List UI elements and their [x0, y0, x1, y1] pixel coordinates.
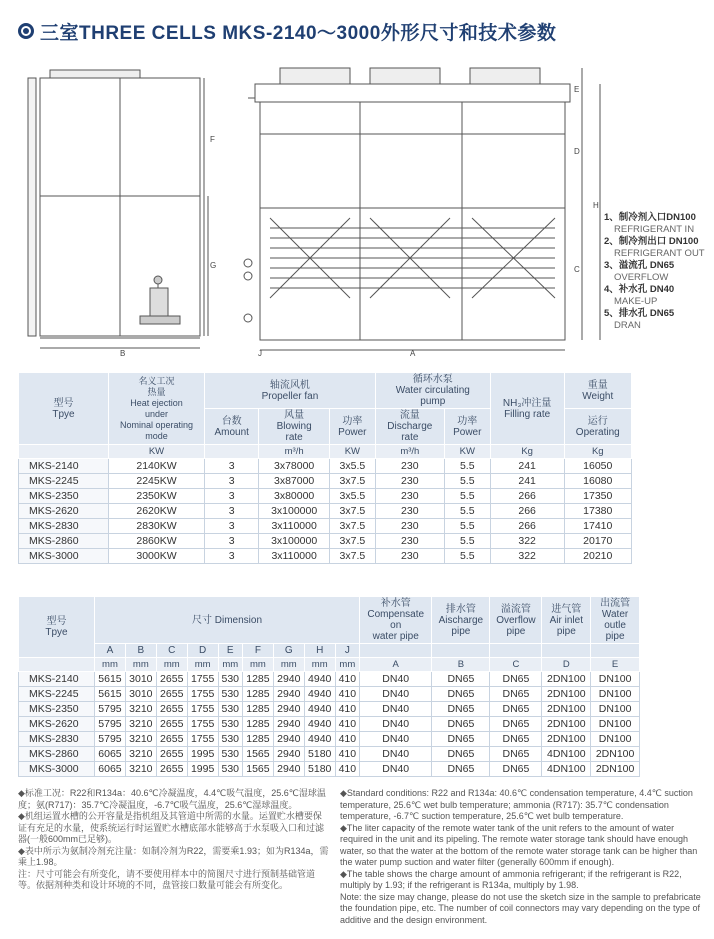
col-heat-ejection: 名义工况 热量 Heat ejection under Nominal operating mode [109, 373, 205, 445]
table-cell: 1755 [187, 702, 218, 717]
table-row [19, 474, 632, 489]
dim-label-h: H [593, 201, 599, 210]
dim-letter: F [242, 644, 273, 658]
unit-cell: D [542, 658, 591, 672]
table-cell: 2940 [273, 672, 304, 687]
legend-item: 1、制冷剂入口DN100 REFRIGERANT IN [604, 212, 696, 235]
table-cell: 2DN100 [591, 762, 640, 777]
table-cell: 1995 [187, 747, 218, 762]
table-cell: 3 [205, 474, 259, 489]
table-cell: DN100 [591, 717, 640, 732]
table-cell: 2DN100 [542, 687, 591, 702]
table-cell: 2350KW [109, 489, 205, 504]
model-cell: MKS-2350 [19, 489, 109, 504]
unit-cell: mm [156, 658, 187, 672]
table-cell: 16050 [564, 459, 631, 474]
table-cell: 16080 [564, 474, 631, 489]
table-cell: 530 [218, 747, 242, 762]
dim-label-a: A [410, 349, 416, 358]
unit-cell: KW [444, 445, 490, 459]
front-view-drawing [28, 70, 208, 348]
model-cell: MKS-2860 [19, 747, 95, 762]
dim-label-e: E [574, 85, 580, 94]
unit-cell: E [591, 658, 640, 672]
dim-letter: B [125, 644, 156, 658]
model-cell: MKS-2620 [19, 504, 109, 519]
table-cell: 530 [218, 672, 242, 687]
table-cell: 410 [335, 762, 359, 777]
col-fan-amount: 台数 Amount [205, 409, 259, 445]
table-cell: 2940 [273, 702, 304, 717]
table-cell: 241 [490, 474, 564, 489]
note-paragraph: ◆The liter capacity of the remote water tank of the unit refers to the amount of water required in the unit and its pipeling. The remote water storage tank should have enough water, so that the water at the bottom of the remote water storage tank can be higher than the water pump suction and water filter (generally 600mm if enough). [340, 822, 698, 867]
table-cell: 410 [335, 672, 359, 687]
table-cell: 322 [490, 549, 564, 564]
dim-letter: D [187, 644, 218, 658]
col-inlet-pipe: 进气管 Air inlet pipe [542, 597, 591, 644]
table-row [19, 672, 640, 687]
table-cell: 3 [205, 534, 259, 549]
table-cell: 3x5.5 [329, 489, 375, 504]
col-dimension: 尺寸 Dimension [95, 597, 360, 644]
table-cell: 3x100000 [259, 534, 329, 549]
table-cell: 2860KW [109, 534, 205, 549]
dimensions-table [18, 596, 640, 777]
table-cell: 3x87000 [259, 474, 329, 489]
unit-cell: KW [329, 445, 375, 459]
unit-cell: mm [187, 658, 218, 672]
table-cell: 3x5.5 [329, 459, 375, 474]
table-cell: 4940 [304, 717, 335, 732]
table-row [19, 504, 632, 519]
table-cell: 230 [375, 489, 444, 504]
table-cell: 230 [375, 474, 444, 489]
table-cell: DN65 [490, 732, 542, 747]
table-cell: DN100 [591, 687, 640, 702]
table-cell: 410 [335, 732, 359, 747]
note-paragraph: ◆机组运置水槽的公开容量是指机组及其管道中所需的水量。运置贮水槽要保证有充足的水量，使系统运行时运置贮水槽底部水能够高于水泵吸入口和过滤器(一般600mm已足够)。 [18, 811, 325, 844]
table-cell: 241 [490, 459, 564, 474]
table-cell: 266 [490, 504, 564, 519]
table-cell: 5180 [304, 747, 335, 762]
table-cell: DN40 [360, 687, 432, 702]
table-cell: 3210 [125, 747, 156, 762]
table-cell: 5.5 [444, 489, 490, 504]
table-cell: DN65 [490, 672, 542, 687]
unit-cell: mm [218, 658, 242, 672]
table-cell: 3x100000 [259, 504, 329, 519]
table-cell: 2940 [273, 747, 304, 762]
model-cell: MKS-2830 [19, 519, 109, 534]
table-cell: DN100 [591, 732, 640, 747]
table-cell: 230 [375, 549, 444, 564]
table-cell: 322 [490, 534, 564, 549]
unit-cell: mm [304, 658, 335, 672]
model-cell: MKS-2620 [19, 717, 95, 732]
table-cell: 3210 [125, 702, 156, 717]
col-drain-pipe: 排水管 Aischarge pipe [432, 597, 490, 644]
table-row [19, 549, 632, 564]
table-cell: 2940 [273, 762, 304, 777]
table-cell: 1285 [242, 687, 273, 702]
table-cell: DN100 [591, 702, 640, 717]
table-cell: 2655 [156, 672, 187, 687]
table-cell: 5795 [95, 717, 126, 732]
dim-letter: C [156, 644, 187, 658]
note-paragraph: ◆表中所示为氨制冷剂充注量：如制冷剂为R22，需要乘1.93；如为R134a，需乘上1.98。 [18, 845, 329, 867]
table-cell: 1755 [187, 672, 218, 687]
dim-label-g: G [210, 261, 217, 270]
table-row [19, 489, 632, 504]
table-cell: 5.5 [444, 504, 490, 519]
page-title-text: 三室THREE CELLS MKS-2140～3000外形尺寸和技术参数 [40, 22, 557, 44]
model-cell: MKS-2830 [19, 732, 95, 747]
dim-label-j: J [258, 349, 262, 358]
unit-cell: C [490, 658, 542, 672]
table-cell: 5.5 [444, 459, 490, 474]
table-cell: DN65 [490, 702, 542, 717]
table-cell: 2140KW [109, 459, 205, 474]
table-cell: 1285 [242, 672, 273, 687]
col-pump-power: 功率 Power [444, 409, 490, 445]
table-cell: 17380 [564, 504, 631, 519]
table-cell: DN65 [490, 762, 542, 777]
table-cell: DN40 [360, 672, 432, 687]
col-overflow-pipe: 溢流管 Overflow pipe [490, 597, 542, 644]
col-filling-rate: NH₃冲注量 Filling rate [490, 373, 564, 445]
table-cell: 3x7.5 [329, 549, 375, 564]
table-cell: 2655 [156, 702, 187, 717]
unit-cell [205, 445, 259, 459]
note-paragraph: 注：尺寸可能会有所变化，请不要使用样本中的简图尺寸进行预制基础管道等。依据剂种类和设计环境的不同，盘管接口数量可能会有所变化。 [18, 868, 316, 890]
table-cell: 410 [335, 702, 359, 717]
table-cell: 230 [375, 459, 444, 474]
unit-cell: mm [273, 658, 304, 672]
table-cell: 2655 [156, 732, 187, 747]
table-cell: 3210 [125, 762, 156, 777]
unit-cell: KW [109, 445, 205, 459]
table-cell: 410 [335, 747, 359, 762]
table-cell: 3 [205, 504, 259, 519]
dim-label-f: F [210, 135, 215, 144]
table-cell: DN65 [490, 747, 542, 762]
col-model: 型号 Tpye [19, 373, 109, 445]
connection-legend [604, 212, 712, 332]
model-cell: MKS-2245 [19, 687, 95, 702]
table-cell: 1565 [242, 747, 273, 762]
table-cell: DN40 [360, 702, 432, 717]
unit-cell: mm [335, 658, 359, 672]
table-cell: 3x7.5 [329, 519, 375, 534]
table-row [19, 534, 632, 549]
unit-cell: mm [95, 658, 126, 672]
table-cell: 530 [218, 717, 242, 732]
legend-item: 4、补水孔 DN40 MAKE-UP [604, 284, 675, 307]
table-cell: DN65 [432, 672, 490, 687]
unit-cell: B [432, 658, 490, 672]
table-cell: 266 [490, 489, 564, 504]
table-cell: 3 [205, 459, 259, 474]
legend-item: 2、制冷剂出口 DN100 REFRIGERANT OUT [604, 236, 705, 259]
table-cell: 3 [205, 549, 259, 564]
table-cell: 4940 [304, 687, 335, 702]
dim-label-b: B [120, 349, 126, 358]
table-cell: 4940 [304, 702, 335, 717]
table-cell: 5795 [95, 732, 126, 747]
dim-letter: A [95, 644, 126, 658]
table-cell: DN65 [432, 702, 490, 717]
col-operating: 运行 Operating [564, 409, 631, 445]
table-cell: 20210 [564, 549, 631, 564]
table-cell: 2DN100 [542, 717, 591, 732]
table-cell: 3x78000 [259, 459, 329, 474]
unit-cell: m³/h [375, 445, 444, 459]
table-cell: 530 [218, 702, 242, 717]
spacer-cell [432, 644, 490, 658]
table-cell: 5.5 [444, 534, 490, 549]
table-cell: DN65 [432, 717, 490, 732]
table-cell: DN40 [360, 732, 432, 747]
technical-parameters-body [19, 459, 632, 564]
table-cell: 4940 [304, 732, 335, 747]
table-cell: 1285 [242, 732, 273, 747]
table-cell: 17350 [564, 489, 631, 504]
table-cell: 1565 [242, 762, 273, 777]
table-cell: 3x7.5 [329, 534, 375, 549]
note-paragraph: Note: the size may change, please do not use the sketch size in the sample to prefabricate the foundation pipe, etc. The number of coil connectors may vary depending on the type of additive and the design environment. [340, 891, 701, 925]
table-cell: 5180 [304, 762, 335, 777]
col-water-pump: 循环水泵 Water circulating pump [375, 373, 490, 409]
side-view-drawing [244, 68, 600, 350]
table-cell: 1285 [242, 717, 273, 732]
table-cell: 1755 [187, 687, 218, 702]
table-cell: 2940 [273, 732, 304, 747]
table-cell: 5.5 [444, 474, 490, 489]
table-cell: 2655 [156, 717, 187, 732]
table-cell: DN40 [360, 747, 432, 762]
table-cell: 1995 [187, 762, 218, 777]
table-cell: 3000KW [109, 549, 205, 564]
table-row [19, 717, 640, 732]
table-cell: 3x110000 [259, 519, 329, 534]
table-cell: 2655 [156, 747, 187, 762]
table-cell: 530 [218, 732, 242, 747]
table-cell: 2DN100 [542, 702, 591, 717]
dim-letter: G [273, 644, 304, 658]
table-cell: 3010 [125, 672, 156, 687]
unit-cell: m³/h [259, 445, 329, 459]
table-cell: 1285 [242, 702, 273, 717]
table-row [19, 519, 632, 534]
table-cell: 1755 [187, 732, 218, 747]
table-cell: 2DN100 [591, 747, 640, 762]
table-cell: 3 [205, 519, 259, 534]
table-cell: 3x7.5 [329, 504, 375, 519]
page-title [18, 18, 556, 44]
model-cell: MKS-2245 [19, 474, 109, 489]
spacer-cell [591, 644, 640, 658]
table-cell: 5795 [95, 702, 126, 717]
col-fan-power: 功率 Power [329, 409, 375, 445]
table-cell: 266 [490, 519, 564, 534]
unit-cell: A [360, 658, 432, 672]
dim-label-d: D [574, 147, 580, 156]
table-cell: 5.5 [444, 519, 490, 534]
unit-cell: Kg [490, 445, 564, 459]
table-cell: 3210 [125, 717, 156, 732]
table-cell: 3x80000 [259, 489, 329, 504]
table-cell: 230 [375, 504, 444, 519]
legend-item: 3、溢流孔 DN65 OVERFLOW [604, 260, 675, 283]
model-cell: MKS-2140 [19, 459, 109, 474]
unit-cell: mm [242, 658, 273, 672]
table-cell: 4940 [304, 672, 335, 687]
table-cell: DN65 [432, 747, 490, 762]
table-cell: 3x7.5 [329, 474, 375, 489]
table-cell: DN65 [490, 687, 542, 702]
unit-cell: mm [125, 658, 156, 672]
model-cell: MKS-3000 [19, 762, 95, 777]
table-row [19, 762, 640, 777]
circle-bullet-icon [18, 23, 34, 39]
table-cell: 530 [218, 762, 242, 777]
table-cell: 410 [335, 687, 359, 702]
table-cell: DN100 [591, 672, 640, 687]
table-cell: 530 [218, 687, 242, 702]
table-cell: 4DN100 [542, 747, 591, 762]
table-cell: 2DN100 [542, 732, 591, 747]
table-row [19, 459, 632, 474]
table-cell: 2245KW [109, 474, 205, 489]
table-cell: 2940 [273, 687, 304, 702]
spacer-cell [542, 644, 591, 658]
table-cell: DN65 [432, 762, 490, 777]
col-outlet-pipe: 出流管 Water outle pipe [591, 597, 640, 644]
table-cell: DN40 [360, 762, 432, 777]
table-row [19, 732, 640, 747]
table-cell: 2655 [156, 687, 187, 702]
technical-parameters-table [18, 372, 632, 564]
notes-chinese [18, 788, 330, 892]
unit-cell [19, 445, 109, 459]
note-paragraph: ◆标准工况：R22和R134a：40.6℃冷凝温度，4.4℃吸气温度，25.6℃湿球温度；氨(R717)：35.7℃冷凝温度，-6.7℃吸气温度，25.6℃湿球温度。 [18, 788, 326, 810]
table-cell: 6065 [95, 747, 126, 762]
unit-cell [19, 658, 95, 672]
table-cell: 230 [375, 534, 444, 549]
spacer-cell [360, 644, 432, 658]
dimensions-body [19, 672, 640, 777]
col-weight: 重量 Weight [564, 373, 631, 409]
table-cell: 5615 [95, 672, 126, 687]
table-cell: 3 [205, 489, 259, 504]
model-cell: MKS-2140 [19, 672, 95, 687]
table-cell: 3x110000 [259, 549, 329, 564]
dim-letter: J [335, 644, 359, 658]
dim-letter: H [304, 644, 335, 658]
table-cell: 1755 [187, 717, 218, 732]
table-cell: 6065 [95, 762, 126, 777]
table-cell: DN40 [360, 717, 432, 732]
note-paragraph: ◆Standard conditions: R22 and R134a: 40.6℃ condensation temperature, 4.4℃ suction temperature, 25.6℃ wet bulb temperature; ammonia (R717): 35.7℃ condensation temperature, -6.7℃ suction temperature, 25.6℃ wet bulb temperature. [340, 788, 693, 821]
table-row [19, 747, 640, 762]
table-cell: 20170 [564, 534, 631, 549]
table-cell: 2620KW [109, 504, 205, 519]
spacer-cell [490, 644, 542, 658]
col-fan-rate: 风量 Blowing rate [259, 409, 329, 445]
model-cell: MKS-2350 [19, 702, 95, 717]
table-cell: 2DN100 [542, 672, 591, 687]
table-cell: DN65 [490, 717, 542, 732]
table-cell: DN65 [432, 732, 490, 747]
table-cell: 2655 [156, 762, 187, 777]
table-cell: 17410 [564, 519, 631, 534]
dimension-letters-row [19, 644, 640, 658]
dim-letter: E [218, 644, 242, 658]
table-cell: DN65 [432, 687, 490, 702]
table-cell: 3010 [125, 687, 156, 702]
col-propeller-fan: 轴流风机 Propeller fan [205, 373, 376, 409]
col-makeup-pipe: 补水管 Compensate on water pipe [360, 597, 432, 644]
table-cell: 410 [335, 717, 359, 732]
dim-label-c: C [574, 265, 580, 274]
table-cell: 2830KW [109, 519, 205, 534]
table-cell: 3210 [125, 732, 156, 747]
unit-cell: Kg [564, 445, 631, 459]
model-cell: MKS-3000 [19, 549, 109, 564]
table-cell: 2940 [273, 717, 304, 732]
col-pump-rate: 流量 Discharge rate [375, 409, 444, 445]
model-cell: MKS-2860 [19, 534, 109, 549]
notes-english [340, 788, 704, 926]
legend-item: 5、排水孔 DN65 DRAN [604, 308, 675, 331]
table-cell: 5.5 [444, 549, 490, 564]
col-model: 型号 Tpye [19, 597, 95, 658]
table-row [19, 702, 640, 717]
table-cell: 230 [375, 519, 444, 534]
table-row [19, 687, 640, 702]
table-cell: 4DN100 [542, 762, 591, 777]
table-cell: 5615 [95, 687, 126, 702]
note-paragraph: ◆The table shows the charge amount of ammonia refrigerant; if the refrigerant is R22, multiply by 1.93; if the refrigerant is R134a, multiply by 1.98. [340, 868, 682, 890]
